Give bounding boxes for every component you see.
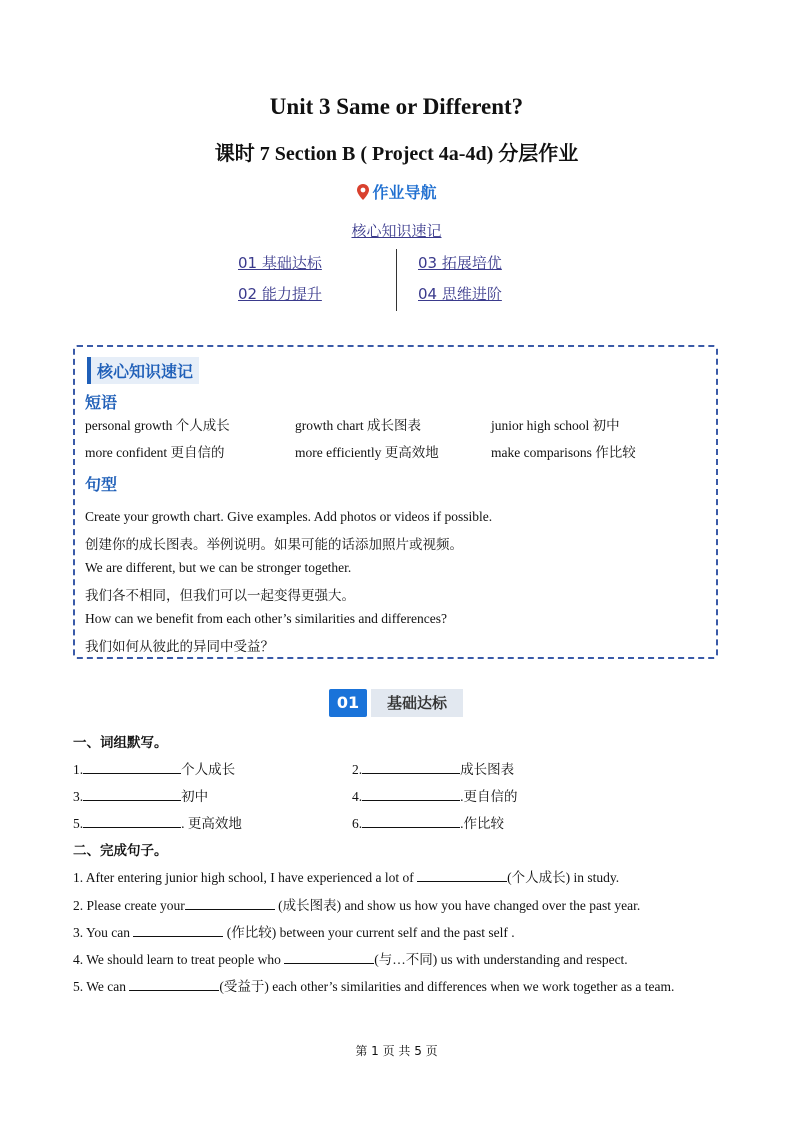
section-number: 01 — [329, 689, 367, 717]
vocab-item-4 — [352, 785, 518, 805]
sentence-end: (受益于) each other’s similarities and differences when we work together as a team. — [219, 979, 675, 994]
nav-label: 作业导航 — [372, 183, 437, 202]
location-pin-icon — [356, 183, 370, 205]
item-text: .更自信的 — [460, 789, 518, 804]
section-label: 基础达标 — [371, 689, 463, 717]
answer-blank[interactable] — [129, 978, 219, 991]
knowledge-box — [73, 345, 718, 659]
phrase-item: growth chart 成长图表 — [295, 418, 421, 433]
sentence-zh: 我们如何从彼此的异同中受益？ — [85, 639, 274, 654]
phrase-item: more efficiently 更高效地 — [295, 445, 439, 460]
nav-divider — [396, 249, 397, 311]
sentence-item-3 — [73, 921, 515, 941]
item-text: . 更高效地 — [181, 816, 242, 831]
sentence-end: (个人成长) in study. — [507, 870, 620, 885]
item-text: 初中 — [181, 789, 209, 804]
answer-blank[interactable] — [185, 897, 275, 910]
phrase-item: make comparisons 作比较 — [491, 445, 636, 460]
answer-blank[interactable] — [362, 761, 460, 774]
sentence-item-1 — [73, 866, 619, 886]
sentence-end: (成长图表) and show us how you have changed over the past year. — [274, 898, 641, 913]
item-number: 6. — [352, 816, 363, 831]
homework-nav-heading — [0, 180, 793, 205]
item-text: .作比较 — [460, 816, 504, 831]
sentence-start: 1. After entering junior high school, I have experienced a lot of — [73, 870, 418, 885]
sentence-item-4 — [73, 948, 628, 968]
answer-blank[interactable] — [83, 761, 181, 774]
sentence-en: We are different, but we can be stronger together. — [85, 560, 352, 575]
nav-grid — [238, 249, 538, 313]
part1-heading: 一、词组默写。 — [73, 735, 168, 751]
knowledge-title: 核心知识速记 — [87, 357, 199, 384]
sentence-en: Create your growth chart. Give examples. Add photos or videos if possible. — [85, 509, 493, 524]
sentence-start: 2. Please create your — [73, 898, 185, 913]
nav-link-02[interactable]: 02 能力提升 — [238, 285, 322, 303]
item-text: 成长图表 — [460, 762, 515, 777]
vocab-item-6 — [352, 812, 504, 832]
sentence-start: 4. We should learn to treat people who — [73, 952, 285, 967]
item-number: 3. — [73, 789, 84, 804]
answer-blank[interactable] — [133, 924, 223, 937]
phrase-item: personal growth 个人成长 — [85, 418, 230, 433]
sentence-end: (与…不同) us with understanding and respect. — [374, 952, 628, 967]
item-number: 1. — [73, 762, 84, 777]
phrase-item: more confident 更自信的 — [85, 445, 225, 460]
sentence-item-2 — [73, 894, 640, 914]
item-number: 5. — [73, 816, 84, 831]
answer-blank[interactable] — [362, 815, 460, 828]
vocab-item-5 — [73, 812, 242, 832]
answer-blank[interactable] — [284, 951, 374, 964]
vocab-item-1 — [73, 758, 235, 778]
page-footer: 第 1 页 共 5 页 — [355, 1044, 438, 1058]
sentence-start: 3. You can — [73, 925, 134, 940]
answer-blank[interactable] — [417, 869, 507, 882]
phrase-item: junior high school 初中 — [491, 418, 620, 433]
sentence-end: (作比较) between your current self and the past self . — [223, 925, 515, 940]
sentences-heading: 句型 — [85, 475, 118, 494]
phrases-heading: 短语 — [85, 393, 118, 412]
sentence-start: 5. We can — [73, 979, 130, 994]
answer-blank[interactable] — [83, 815, 181, 828]
vocab-item-2 — [352, 758, 514, 778]
nav-link-03[interactable]: 03 拓展培优 — [418, 254, 502, 272]
sentence-zh: 我们各不相同，但我们可以一起变得更强大。 — [85, 588, 355, 603]
part2-heading: 二、完成句子。 — [73, 843, 168, 859]
sentence-zh: 创建你的成长图表。举例说明。如果可能的话添加照片或视频。 — [85, 537, 463, 552]
item-number: 2. — [352, 762, 363, 777]
vocab-item-3 — [73, 785, 208, 805]
sentence-item-5 — [73, 975, 674, 995]
nav-link-01[interactable]: 01 基础达标 — [238, 254, 322, 272]
page-subtitle: 课时 7 Section B ( Project 4a-4d) 分层作业 — [214, 143, 579, 165]
answer-blank[interactable] — [362, 788, 460, 801]
item-text: 个人成长 — [181, 762, 236, 777]
nav-link-core[interactable]: 核心知识速记 — [351, 222, 442, 240]
sentence-en: How can we benefit from each other’s similarities and differences? — [85, 611, 447, 626]
page-title: Unit 3 Same or Different? — [269, 94, 524, 119]
item-number: 4. — [352, 789, 363, 804]
nav-link-04[interactable]: 04 思维进阶 — [418, 285, 502, 303]
answer-blank[interactable] — [83, 788, 181, 801]
